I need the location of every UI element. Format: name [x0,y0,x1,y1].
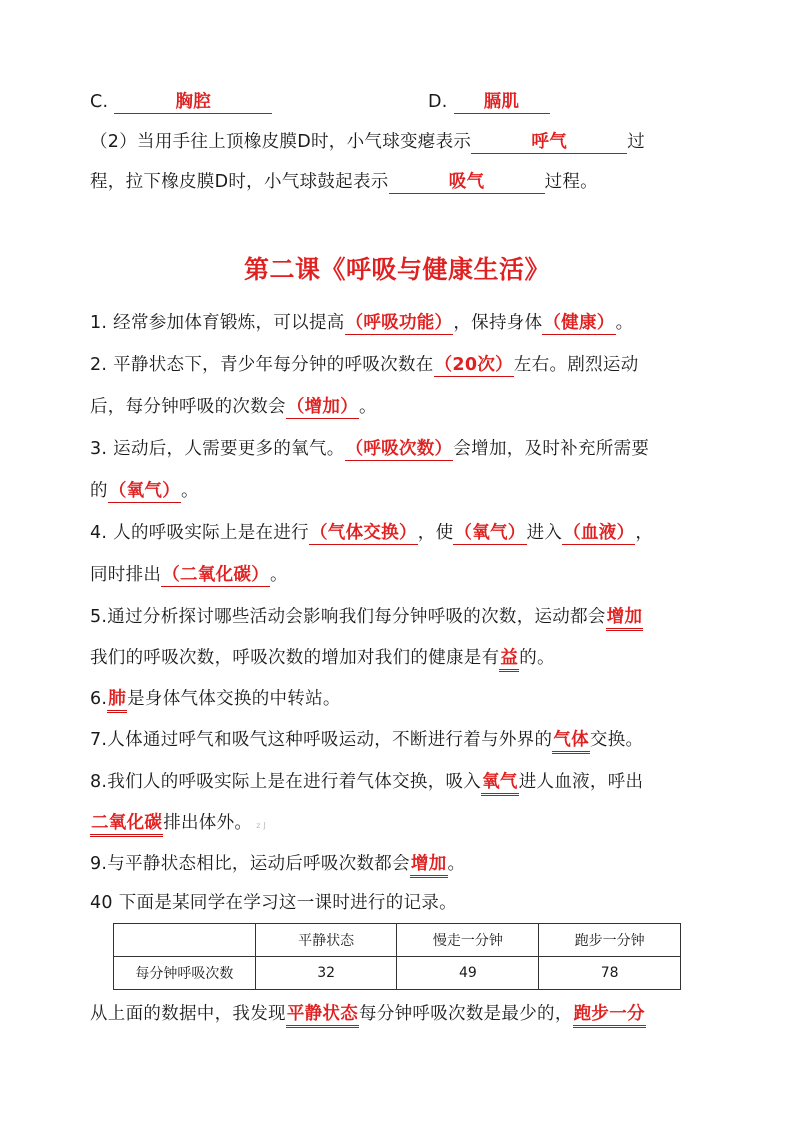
text: 从上面的数据中，我发现 [90,1004,286,1024]
answer-increase: 增加 [606,606,644,631]
question-3-line1 [90,437,649,461]
answer-breath-count: （呼吸次数） [345,439,453,459]
answer-oxygen: 氧气 [481,771,519,796]
text: 是身体气体交换的中转站。 [127,689,341,709]
answer-carbon-dioxide: 二氧化碳 [90,812,163,837]
option-d [428,90,550,114]
text: ，保持身体 [453,313,543,333]
text: 每分钟呼吸次数是最少的， [359,1004,573,1024]
text: 程，拉下橡皮膜D时，小气球鼓起表示 [90,172,389,192]
text: ， [635,523,654,543]
table-cell: 32 [255,957,397,990]
text: 9.与平静状态相比，运动后呼吸次数都会 [90,854,410,874]
question-2-line2 [90,395,377,419]
answer-carbon-dioxide: （二氧化碳） [162,565,270,585]
answer-blood: （血液） [563,523,635,543]
table-cell: 78 [539,957,681,990]
sub-question-2-line2 [90,170,598,194]
answer-running-one-minute: 跑步一分 [573,1003,646,1028]
table-row [114,957,681,990]
table-header-cell [114,924,256,957]
answer-resting-state: 平静状态 [286,1003,359,1028]
text: 我们的呼吸次数，呼吸次数的增加对我们的健康是有 [90,648,500,668]
text: 过 [627,132,646,152]
text: 的。 [519,648,555,668]
table-cell: 49 [397,957,539,990]
text: 4. 人的呼吸实际上是在进行 [90,523,309,543]
text: ，使 [417,523,454,543]
text: 5.通过分析探讨哪些活动会影响我们每分钟呼吸的次数，运动都会 [90,607,606,627]
sub-question-2-line1 [90,130,645,154]
question-4-line1 [90,521,653,545]
text: 。 [447,854,466,874]
answer-respiratory-function: （呼吸功能） [345,313,453,333]
question-7 [90,728,643,754]
option-d-label: D. [428,92,448,112]
text: 。 [359,397,377,417]
answer-exhale: 呼气 [471,131,627,154]
table-header-row [114,924,681,957]
table-row-label: 每分钟呼吸次数 [114,957,256,990]
option-c-label: C. [90,92,109,112]
answer-increase: 增加 [410,853,448,878]
answer-gas-exchange: （气体交换） [309,523,417,543]
text: 会增加，及时补充所需要 [453,439,650,459]
question-4-line2 [90,563,288,587]
table-header-cell: 慢走一分钟 [397,924,539,957]
text: 。 [181,481,199,501]
text: 。 [270,565,288,585]
text: 同时排出 [90,565,162,585]
answer-inhale: 吸气 [389,171,545,194]
table-header-cell: 跑步一分钟 [539,924,681,957]
question-5-line1 [90,605,643,631]
text: 进入 [526,523,563,543]
text: 8.我们人的呼吸实际上是在进行着气体交换，吸入 [90,772,482,792]
text: 排出体外。 [163,813,253,833]
option-d-answer: 膈肌 [454,91,550,114]
question-5-line2 [90,646,555,672]
text: 6. [90,689,108,709]
answer-gas: 气体 [552,729,590,754]
question-1 [90,311,633,335]
breathing-record-table [113,923,681,990]
question-10: 40 下面是某同学在学习这一课时进行的记录。 [90,893,457,913]
text: 的 [90,481,108,501]
question-9 [90,852,465,878]
answer-increase: （增加） [286,397,359,417]
answer-oxygen: （氧气） [454,523,526,543]
answer-oxygen: （氧气） [108,481,181,501]
answer-health: （健康） [543,313,615,333]
question-8-line2 [90,811,266,838]
text: 交换。 [589,730,644,750]
conclusion-line [90,1002,646,1028]
answer-20-times: （20次） [434,355,513,375]
text: 过程。 [544,172,598,192]
text: 左右。剧烈运动 [513,355,639,375]
question-3-line2 [90,479,199,503]
lesson-title: 第二课《呼吸与健康生活》 [243,255,550,284]
text: 。 [615,313,634,333]
text: 1. 经常参加体育锻炼，可以提高 [90,313,345,333]
answer-lung: 肺 [107,688,127,713]
option-c-answer: 胸腔 [114,91,272,114]
text: 2. 平静状态下，青少年每分钟的呼吸次数在 [90,355,434,375]
question-6 [90,687,341,713]
text: （2）当用手往上顶橡皮膜D时，小气球变瘪表示 [90,132,472,152]
option-c [90,90,272,114]
text: 进人血液，呼出 [518,772,644,792]
answer-beneficial: 益 [499,647,519,672]
question-2-line1 [90,353,639,377]
text: 7.人体通过呼气和吸气这种呼吸运动，不断进行着与外界的 [90,730,553,750]
question-8-line1 [90,770,643,796]
text: 后，每分钟呼吸的次数会 [90,397,286,417]
stray-mark: z J [256,821,267,830]
text: 3. 运动后，人需要更多的氧气。 [90,439,345,459]
table-header-cell: 平静状态 [255,924,397,957]
